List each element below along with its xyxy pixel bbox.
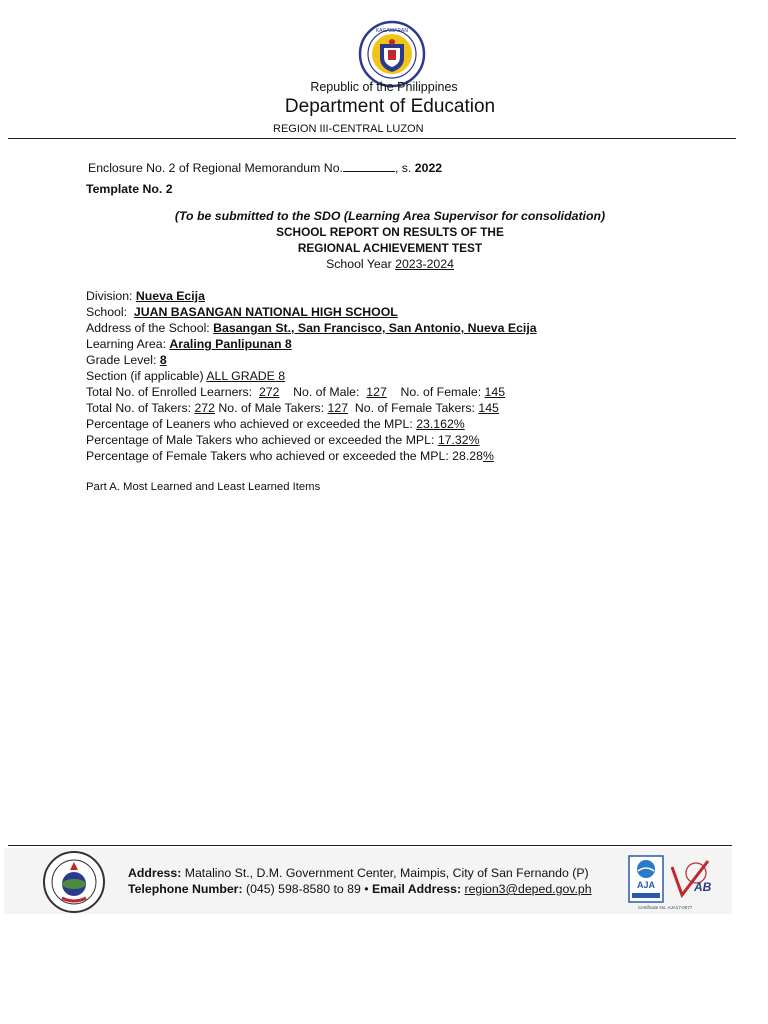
memo-number-blank	[343, 160, 395, 172]
takers-female-label: No. of Female Takers:	[348, 401, 479, 415]
pct-male-field	[86, 433, 480, 447]
enclosure-line	[88, 160, 442, 175]
footer-email-link[interactable]: region3@deped.gov.ph	[464, 882, 592, 896]
takers-label: Total No. of Takers:	[86, 401, 195, 415]
enclosure-year: 2022	[414, 161, 443, 175]
school-value: JUAN BASANGAN NATIONAL HIGH SCHOOL	[133, 305, 398, 319]
school-label: School:	[86, 305, 134, 319]
pct-female-value: 28.28	[452, 449, 483, 463]
enrolled-female-label: No. of Female:	[386, 385, 485, 399]
deped-footer-seal-logo	[42, 850, 106, 914]
takers-male: 127	[327, 401, 349, 415]
school-field	[86, 305, 398, 319]
footer-phone-label: Telephone Number:	[128, 882, 243, 896]
enrolled-male-label: No. of Male:	[279, 385, 367, 399]
aja-certification-logo	[628, 855, 664, 903]
svg-text:AJA: AJA	[636, 880, 656, 890]
enclosure-suffix: , s.	[394, 161, 415, 175]
footer-divider	[8, 845, 732, 846]
pct-male-label: Percentage of Male Takers who achieved or exceeded the MPL:	[86, 433, 438, 447]
submission-note: (To be submitted to the SDO (Learning Area Supervisor for consolidation)	[174, 209, 606, 223]
jab-accreditation-logo	[668, 857, 712, 901]
header-region: REGION III-CENTRAL LUZON	[273, 123, 424, 135]
section-value: ALL GRADE 8	[206, 369, 286, 383]
template-number: Template No. 2	[86, 182, 173, 196]
grade-level-field	[86, 353, 167, 367]
enrolled-female: 145	[484, 385, 506, 399]
part-a-heading: Part A. Most Learned and Least Learned Items	[86, 481, 321, 493]
pct-female-suffix: %	[482, 449, 494, 463]
pct-male-value: 17.32%	[437, 433, 480, 447]
division-field	[86, 289, 205, 303]
school-year-value: 2023-2024	[395, 257, 454, 271]
header-republic: Republic of the Philippines	[310, 80, 458, 94]
school-year	[0, 257, 768, 271]
certificate-number: Certificate No. AJA17-0077	[638, 905, 693, 910]
learning-area-field	[86, 337, 292, 351]
division-value: Nueva Ecija	[135, 289, 205, 303]
division-label: Division:	[86, 289, 136, 303]
report-title-line-1: SCHOOL REPORT ON RESULTS OF THE	[276, 225, 504, 239]
pct-female-field	[86, 449, 494, 463]
pct-learners-value: 23.162%	[416, 417, 465, 431]
header-department: Department of Education	[284, 96, 496, 117]
footer-phone-value: (045) 598-8580 to 89 •	[242, 882, 372, 896]
address-label: Address of the School:	[86, 321, 214, 335]
footer-address-value: Matalino St., D.M. Government Center, Maimpis, City of San Fernando (P)	[181, 866, 589, 880]
pct-learners-field	[86, 417, 465, 431]
footer-address-label: Address:	[128, 866, 182, 880]
svg-text:AB: AB	[694, 880, 712, 894]
grade-level-value: 8	[159, 353, 167, 367]
pct-female-label: Percentage of Female Takers who achieved or exceeded the MPL:	[86, 449, 453, 463]
address-field	[86, 321, 537, 335]
deped-seal-logo	[358, 20, 426, 88]
footer-band	[4, 848, 732, 914]
section-field	[86, 369, 285, 383]
enrolled-total: 272	[258, 385, 280, 399]
footer-address	[128, 866, 589, 880]
report-title-line-2: REGIONAL ACHIEVEMENT TEST	[297, 241, 483, 255]
enrolled-label: Total No. of Enrolled Learners:	[86, 385, 259, 399]
address-value: Basangan St., San Francisco, San Antonio, Nueva Ecija	[213, 321, 537, 335]
learning-area-value: Araling Panlipunan 8	[169, 337, 292, 351]
learning-area-label: Learning Area:	[86, 337, 170, 351]
school-year-label: School Year	[326, 257, 396, 271]
section-label: Section (if applicable)	[86, 369, 207, 383]
grade-level-label: Grade Level:	[86, 353, 160, 367]
enrolled-field	[86, 385, 505, 399]
takers-female: 145	[478, 401, 499, 415]
svg-text:KAGAWARAN: KAGAWARAN	[375, 28, 409, 34]
takers-total: 272	[194, 401, 215, 415]
takers-field	[86, 401, 499, 415]
footer-contact	[128, 882, 592, 896]
enrolled-male: 127	[366, 385, 387, 399]
header-divider	[8, 138, 736, 139]
pct-learners-label: Percentage of Leaners who achieved or exceeded the MPL:	[86, 417, 417, 431]
enclosure-prefix: Enclosure No. 2 of Regional Memorandum No.	[88, 161, 343, 175]
footer-email-label: Email Address:	[371, 882, 462, 896]
takers-male-label: No. of Male Takers:	[214, 401, 328, 415]
